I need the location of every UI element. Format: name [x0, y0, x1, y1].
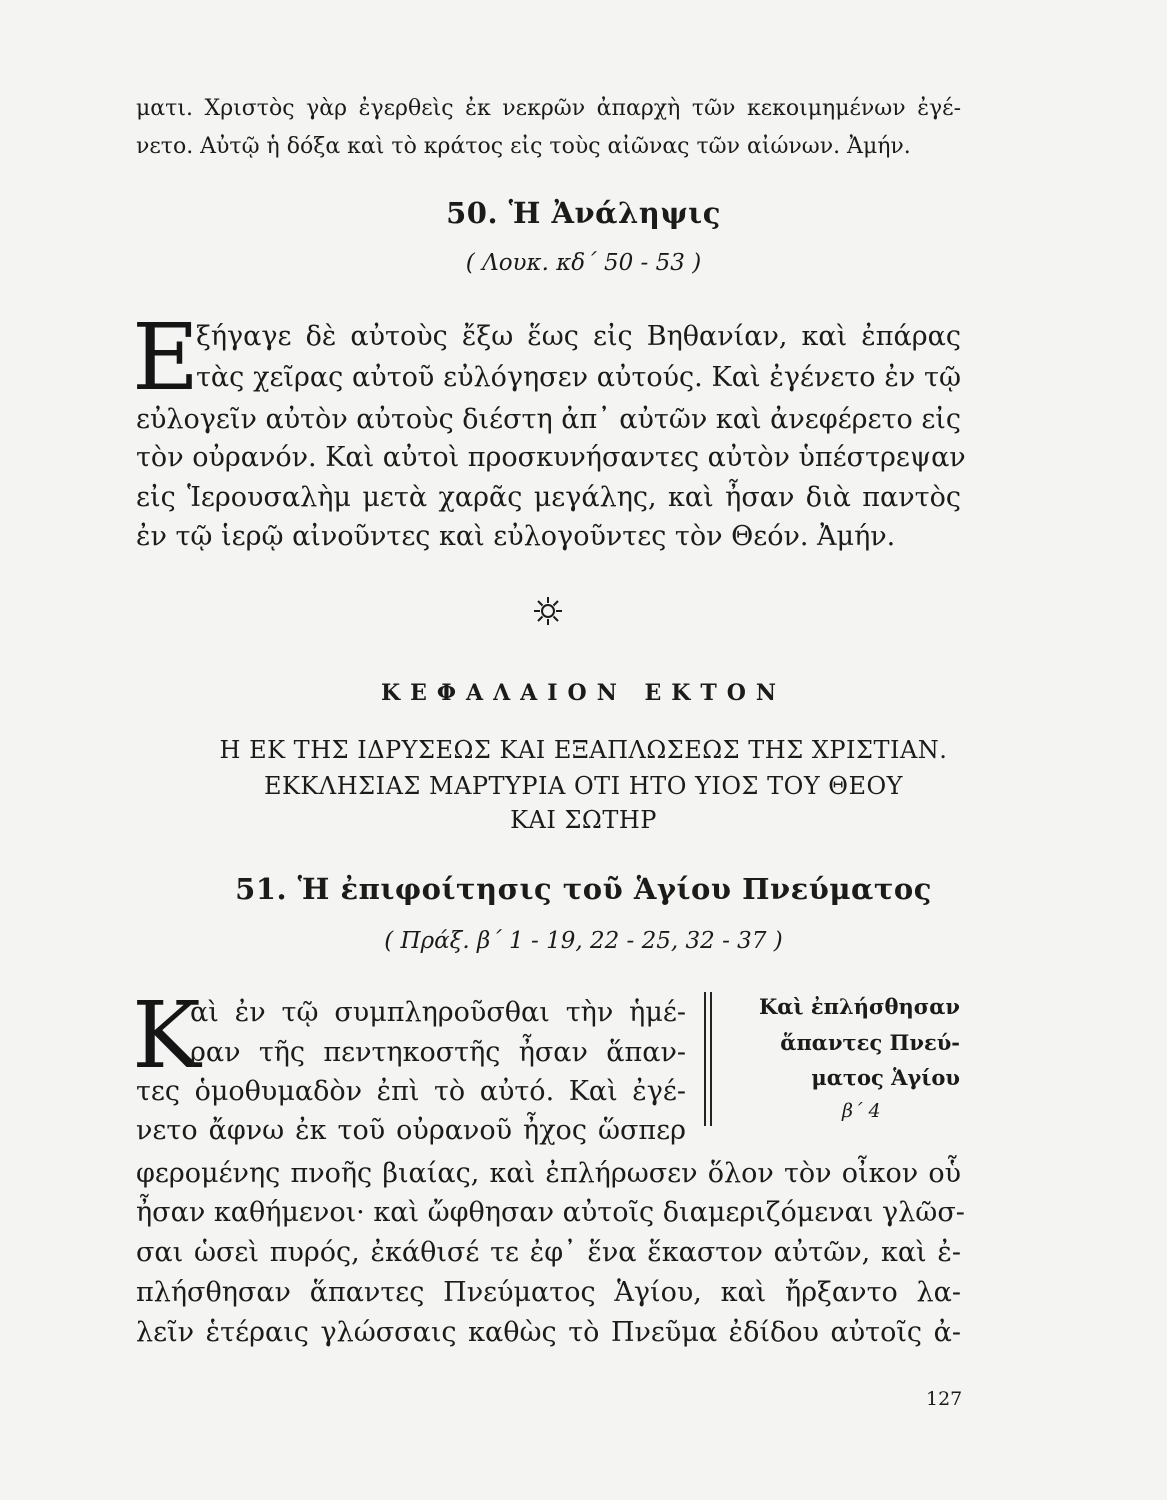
- intro-line: ματι. Χριστὸς γὰρ ἐγερθεὶς ἐκ νεκρῶν ἀπαρχὴ τῶν κεκοιμημένων ἐγέ-: [136, 96, 961, 121]
- section-51-reference: ( Πράξ. β΄ 1 - 19, 22 - 25, 32 - 37 ): [384, 928, 783, 954]
- section-51-line: ἦσαν καθήμενοι· καὶ ὤφθησαν αὐτοῖς διαμεριζόμεναι γλῶσ-: [136, 1197, 965, 1228]
- page-number: 127: [926, 1388, 963, 1410]
- section-51-line: φερομένης πνοῆς βιαίας, καὶ ἐπλήρωσεν ὅλον τὸν οἶκον οὗ: [136, 1158, 961, 1189]
- drop-cap: Κ: [132, 982, 201, 1089]
- section-50-line: τὸν οὐρανόν. Καὶ αὐτοὶ προσκυνήσαντες αὐτὸν ὑπέστρεψαν: [136, 442, 966, 473]
- sidenote-rule: [704, 992, 706, 1126]
- section-50-line: ἐν τῷ ἱερῷ αἰνοῦντες καὶ εὐλογοῦντες τὸν Θεόν. Ἀμήν.: [136, 521, 896, 552]
- section-50-line: ξήγαγε δὲ αὐτοὺς ἔξω ἕως εἰς Βηθανίαν, καὶ ἐπάρας: [196, 321, 961, 352]
- sidenote-reference: β΄ 4: [842, 1100, 881, 1122]
- section-51-line: νετο ἄφνω ἐκ τοῦ οὐρανοῦ ἦχος ὥσπερ: [136, 1115, 686, 1146]
- section-51-line: ραν τῆς πεντηκοστῆς ἦσαν ἅπαν-: [190, 1037, 686, 1068]
- chapter-title-line: Η ΕΚ ΤΗΣ ΙΔΡΥΣΕΩΣ ΚΑΙ ΕΞΑΠΛΩΣΕΩΣ ΤΗΣ ΧΡΙΣΤΙΑΝ.: [219, 736, 948, 764]
- section-50-line: εὐλογεῖν αὐτὸν αὐτοὺς διέστη ἀπ᾽ αὐτῶν καὶ ἀνεφέρετο εἰς: [136, 404, 962, 435]
- chapter-title-line: ΕΚΚΛΗΣΙΑΣ ΜΑΡΤΥΡΙΑ ΟΤΙ ΗΤΟ ΥΙΟΣ ΤΟΥ ΘΕΟΥ: [263, 772, 904, 800]
- star-ornament-icon: [533, 596, 563, 626]
- drop-cap: Ε: [132, 304, 200, 411]
- section-50-line: τὰς χεῖρας αὐτοῦ εὐλόγησεν αὐτούς. Καὶ ἐγένετο ἐν τῷ: [196, 362, 961, 393]
- chapter-label: ΚΕΦΑΛΑΙΟΝ ΕΚΤΟΝ: [380, 680, 787, 706]
- sidenote-line: Καὶ ἐπλήσθησαν: [759, 994, 960, 1019]
- section-51-line: λεῖν ἑτέραις γλώσσαις καθὼς τὸ Πνεῦμα ἐδίδου αὐτοῖς ἀ-: [136, 1317, 961, 1348]
- section-51-line: αὶ ἐν τῷ συμπληροῦσθαι τὴν ἡμέ-: [190, 997, 686, 1028]
- sidenote-rule: [710, 992, 712, 1126]
- section-51-title: 51. Ἡ ἐπιφοίτησις τοῦ Ἁγίου Πνεύματος: [235, 872, 932, 906]
- sidenote-line: ἅπαντες Πνεύ-: [780, 1030, 960, 1055]
- intro-line: νετο. Αὐτῷ ἡ δόξα καὶ τὸ κράτος εἰς τοὺς αἰῶνας τῶν αἰώνων. Ἀμήν.: [136, 134, 911, 159]
- sidenote-line: ματος Ἁγίου: [811, 1065, 960, 1090]
- section-51-line: σαι ὡσεὶ πυρός, ἐκάθισέ τε ἐφ᾽ ἕνα ἕκαστον αὐτῶν, καὶ ἐ-: [136, 1237, 961, 1268]
- section-51-line: πλήσθησαν ἅπαντες Πνεύματος Ἁγίου, καὶ ἤρξαντο λα-: [136, 1277, 961, 1308]
- section-50-reference: ( Λουκ. κδ΄ 50 - 53 ): [465, 250, 702, 276]
- section-50-line: εἰς Ἱερουσαλὴμ μετὰ χαρᾶς μεγάλης, καὶ ἦσαν διὰ παντὸς: [136, 482, 961, 513]
- section-51-line: τες ὁμοθυμαδὸν ἐπὶ τὸ αὐτό. Καὶ ἐγέ-: [136, 1076, 686, 1107]
- chapter-title-line: ΚΑΙ ΣΩΤΗΡ: [510, 806, 657, 834]
- section-50-title: 50. Ἡ Ἀνάληψις: [446, 196, 721, 230]
